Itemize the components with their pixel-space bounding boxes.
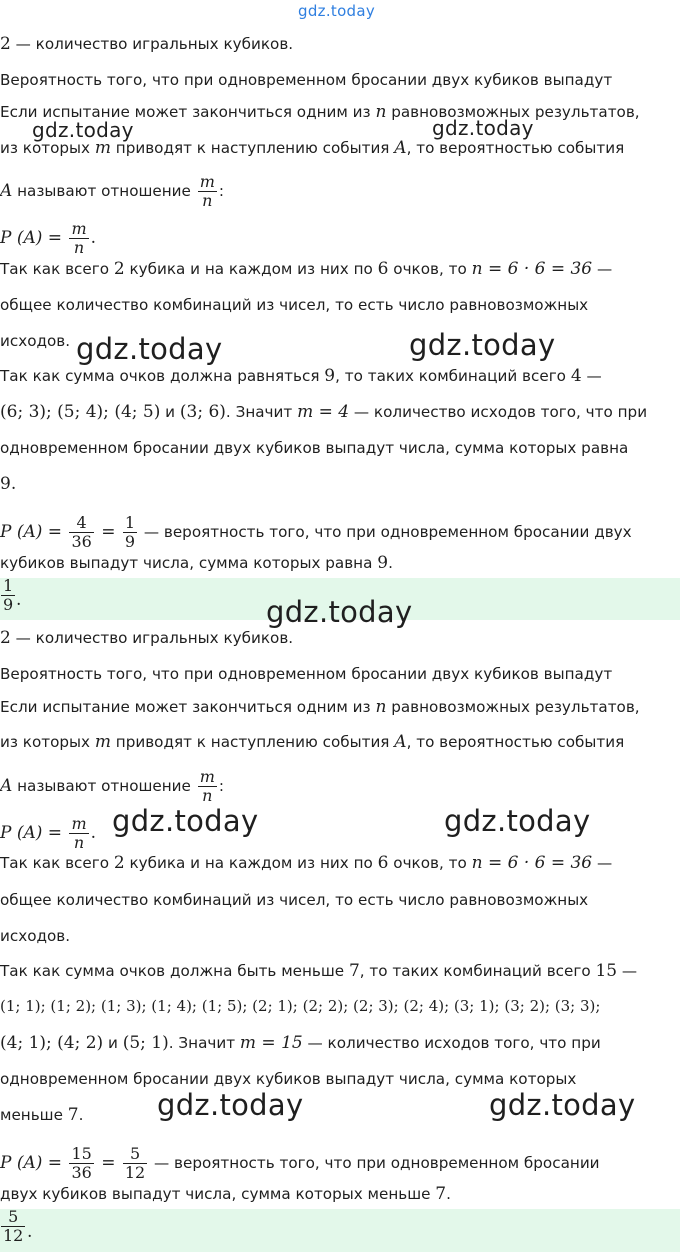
favorable-line: (4; 1); (4; 2) и (5; 1). Значит m = 15 — количество исходов того, что при bbox=[0, 1033, 601, 1053]
fraction: $\frac{15}{36}$ bbox=[71, 1144, 92, 1182]
favorable-line: (6; 3); (5; 4); (4; 5) и (3; 6). Значит m = 4 — количество исходов того, что при bbox=[0, 402, 648, 422]
fraction: $\frac{5}{12}$ bbox=[124, 1144, 146, 1182]
probability-result-line: двух кубиков выпадут числа, сумма которых меньше 7. bbox=[0, 1184, 451, 1204]
fraction: $\frac{m}{n}$ bbox=[71, 219, 87, 257]
definition-line: Если испытание может закончиться одним из n равновозможных результатов, bbox=[0, 697, 640, 717]
watermark: gdz.today bbox=[157, 1088, 304, 1122]
watermark: gdz.today bbox=[432, 116, 534, 140]
favorable-line: Так как сумма очков должна равняться 9, то таких комбинаций всего 4 — bbox=[0, 366, 602, 386]
probability-result-line: P (A) = $\frac{15}{36}$ = $\frac{5}{12}$ — вероятность того, что при одновременном бросании bbox=[0, 1144, 600, 1182]
fraction: $\frac{4}{36}$ bbox=[71, 513, 92, 551]
total-outcomes-line: общее количество комбинаций из чисел, то есть число равновозможных bbox=[0, 891, 589, 909]
answer-box: $\frac{1}{9}$ . bbox=[0, 578, 680, 620]
watermark: gdz.today bbox=[489, 1088, 636, 1122]
definition-line: A называют отношение $\frac{m}{n}$ : bbox=[0, 767, 224, 805]
favorable-line: одновременном бросании двух кубиков выпадут числа, сумма которых равна bbox=[0, 439, 629, 457]
answer-box: $\frac{5}{12}$ . bbox=[0, 1209, 680, 1252]
total-outcomes-line: Так как всего 2 кубика и на каждом из них по 6 очков, то n = 6 · 6 = 36 — bbox=[0, 853, 613, 873]
definition-line: из которых m приводят к наступлению события A, то вероятностью события bbox=[0, 138, 625, 158]
watermark: gdz.today bbox=[112, 804, 259, 838]
fraction: $\frac{m}{n}$ bbox=[71, 814, 87, 852]
formula-line: P (A) = $\frac{m}{n}$ . bbox=[0, 814, 97, 852]
probability-intro-line: Вероятность того, что при одновременном бросании двух кубиков выпадут bbox=[0, 665, 613, 683]
favorable-line: 9. bbox=[0, 474, 17, 494]
probability-result-line: P (A) = $\frac{4}{36}$ = $\frac{1}{9}$ — вероятность того, что при одновременном бросании двух bbox=[0, 513, 632, 551]
answer-fraction: $\frac{5}{12}$ bbox=[3, 1209, 24, 1245]
watermark: gdz.today bbox=[298, 2, 376, 20]
dice-count-line: 2 — количество игральных кубиков. bbox=[0, 628, 294, 648]
fraction: $\frac{1}{9}$ bbox=[124, 513, 136, 551]
answer-fraction: $\frac{1}{9}$ bbox=[3, 578, 14, 614]
watermark: gdz.today bbox=[266, 595, 413, 629]
watermark: gdz.today bbox=[76, 332, 223, 366]
favorable-line: меньше 7. bbox=[0, 1105, 84, 1125]
total-outcomes-line: Так как всего 2 кубика и на каждом из них по 6 очков, то n = 6 · 6 = 36 — bbox=[0, 259, 613, 279]
formula-line: P (A) = $\frac{m}{n}$ . bbox=[0, 219, 97, 257]
favorable-line: одновременном бросании двух кубиков выпадут числа, сумма которых bbox=[0, 1070, 577, 1088]
probability-result-line: кубиков выпадут числа, сумма которых равна 9. bbox=[0, 553, 393, 573]
watermark: gdz.today bbox=[444, 804, 591, 838]
total-outcomes-line: исходов. bbox=[0, 927, 71, 945]
dice-count-line: 2 — количество игральных кубиков. bbox=[0, 34, 294, 54]
watermark: gdz.today bbox=[32, 118, 134, 142]
favorable-line: Так как сумма очков должна быть меньше 7, то таких комбинаций всего 15 — bbox=[0, 961, 638, 981]
probability-intro-line: Вероятность того, что при одновременном бросании двух кубиков выпадут bbox=[0, 71, 613, 89]
total-outcomes-line: исходов. bbox=[0, 332, 71, 350]
fraction: $\frac{m}{n}$ bbox=[199, 172, 215, 210]
definition-line: из которых m приводят к наступлению события A, то вероятностью события bbox=[0, 732, 625, 752]
total-outcomes-line: общее количество комбинаций из чисел, то есть число равновозможных bbox=[0, 296, 589, 314]
definition-line: A называют отношение $\frac{m}{n}$ : bbox=[0, 172, 224, 210]
favorable-combos-line: (1; 1); (1; 2); (1; 3); (1; 4); (1; 5); (2; 1); (2; 2); (2; 3); (2; 4); (3; 1); (3; 2); (3; 3); bbox=[0, 997, 601, 1015]
definition-line: Если испытание может закончиться одним из n равновозможных результатов, bbox=[0, 102, 640, 122]
watermark: gdz.today bbox=[409, 328, 556, 362]
fraction: $\frac{m}{n}$ bbox=[199, 767, 215, 805]
